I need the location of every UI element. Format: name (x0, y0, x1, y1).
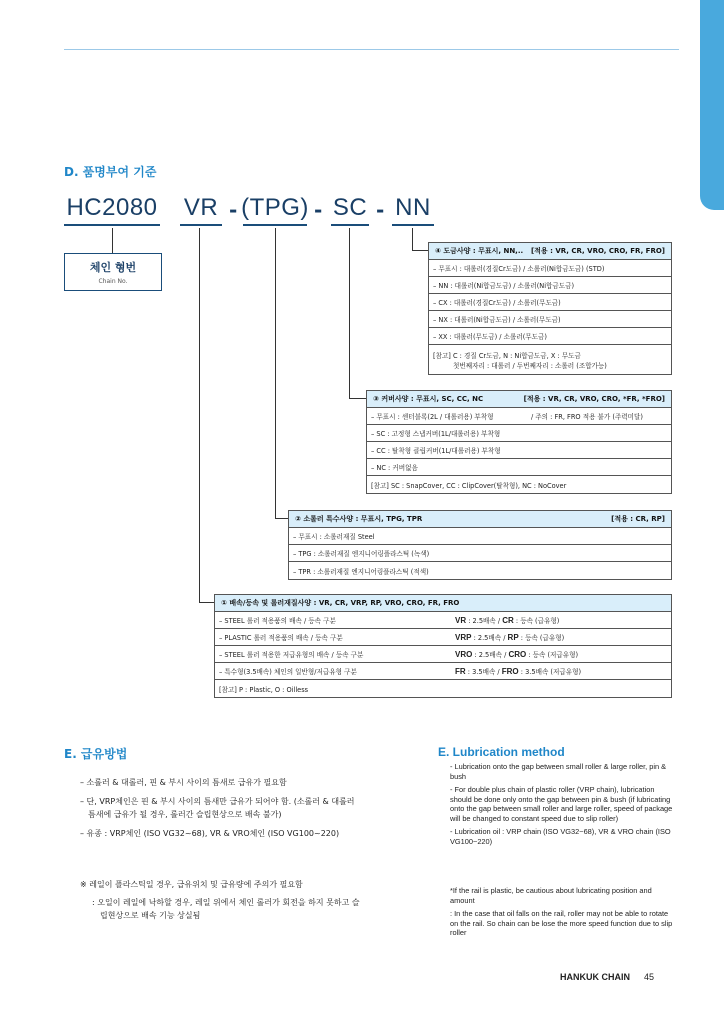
table-row: – XX : 대롤러(무도금) / 소롤러(무도금) (429, 328, 671, 345)
small-roller-title: ② 소롤러 특수사양 : 무표시, TPG, TPR (295, 515, 423, 523)
cover-title: ③ 커버사양 : 무표시, SC, CC, NC (373, 395, 484, 403)
speed-desc: – 특수형(3.5배속) 체인의 일반형/저급유형 구분 (219, 668, 357, 676)
cover-header (367, 391, 671, 408)
part-segment-speed: VR (180, 192, 222, 226)
table-row: – NC : 커버없음 (367, 459, 671, 476)
part-separator: - (376, 198, 385, 222)
footer-brand: HANKUK CHAIN (560, 972, 630, 982)
part-segment-small-roller: (TPG) (243, 192, 307, 226)
connector-line (412, 228, 413, 251)
part-segment-chain-no: HC2080 (64, 192, 160, 226)
speed-code: CRO (508, 650, 527, 659)
section-e-en-title: E. Lubrication method (438, 745, 565, 759)
speed-value: : 등속 (저급유형) (528, 651, 579, 659)
list-item: – 단, VRP체인은 핀 & 부시 사이의 틈새만 급유가 되어야 함. (소롤러 & 대롤러 (80, 797, 355, 806)
cover-row-caution: / 주의 : FR, FRO 적용 불가 (주력미달) (531, 413, 643, 421)
table-row (367, 408, 671, 425)
cover-note: [참고] SC : SnapCover, CC : ClipCover(탈착형), NC : NoCover (371, 481, 567, 490)
list-item: – 소롤러 & 대롤러, 핀 & 부시 사이의 틈새로 급유가 필요함 (80, 778, 287, 787)
plating-title: ④ 도금사양 : 무표시, NN,.. (435, 247, 524, 255)
speed-code: VRO (455, 650, 473, 659)
connector-line (349, 398, 366, 399)
table-row: – 무표시 : 소롤러재질 Steel (289, 528, 671, 545)
speed-value: : 2.5배속 / (468, 617, 501, 625)
table-row (215, 612, 671, 629)
cover-row-text: – 무표시 : 센터블록(2L / 대롤러용) 부착형 (371, 413, 494, 421)
speed-desc: – PLASTIC 롤러 적용품의 배속 / 등속 구분 (219, 634, 343, 642)
table-row (215, 646, 671, 663)
caution-line: : 오일이 레일에 낙하할 경우, 레일 위에서 체인 롤러가 회전을 하지 못하고 슬 (92, 898, 360, 907)
table-row (215, 629, 671, 646)
list-item: - Lubrication onto the gap between small roller & large roller, pin & bush (450, 762, 667, 781)
section-e-en-caution (450, 886, 676, 938)
speed-note: [참고] P : Plastic, O : Oilless (219, 685, 309, 694)
speed-code: FRO (501, 667, 519, 676)
caution-line: *If the rail is plastic, be cautious about lubricating position and amount (450, 886, 652, 905)
speed-code: RP (507, 633, 519, 642)
speed-code: VR (455, 616, 467, 625)
speed-value: : 3.5배속 (저급유형) (520, 668, 582, 676)
connector-line (199, 602, 214, 603)
table-row: – TPR : 소롤러재질 엔지니어링플라스틱 (적색) (293, 567, 429, 576)
caution-line: 립현상으로 배속 기능 상실됨 (100, 911, 201, 920)
chain-no-label: 체인 형번 (89, 261, 137, 274)
part-segment-cover: SC (331, 192, 369, 226)
speed-header (215, 595, 671, 612)
speed-table (214, 594, 672, 698)
part-separator: - (229, 198, 238, 222)
speed-value: : 2.5배속 / (474, 651, 507, 659)
cover-applies: [적용 : VR, CR, VRO, CRO, *FR, *FRO] (523, 395, 665, 403)
speed-desc: – STEEL 롤러 적용한 저급유형의 배속 / 등속 구분 (219, 651, 364, 659)
small-roller-table (288, 510, 672, 580)
section-e-ko-caution (80, 878, 360, 922)
table-row (215, 663, 671, 680)
caution-line: : In the case that oil falls on the rail, roller may not be able to rotate on the rail. So chain can be lose the more speed function due to slip roller (450, 909, 673, 937)
cover-table (366, 390, 672, 494)
table-row: – NN : 대롤러(Ni합금도금) / 소롤러(Ni합금도금) (429, 277, 671, 294)
speed-code: CR (502, 616, 514, 625)
table-row: – CC : 탈착형 클립커버(1L/대롤러용) 부착형 (367, 442, 671, 459)
note-line: 첫번째자리 : 대롤러 / 두번째자리 : 소롤러 (조합가능) (453, 361, 607, 370)
list-item: - For double plus chain of plastic roller (VRP chain), lubrication should be done only onto the gap between pin & bush (if lubricating onto the gap between small roller and large roller, speed of package will be changed to constant speed due to slip roller) (450, 785, 673, 823)
small-roller-applies: [적용 : CR, RP] (611, 515, 665, 523)
section-d-title: D. 품명부여 기준 (64, 165, 157, 179)
speed-code: FR (455, 667, 466, 676)
table-row: – CX : 대롤러(경질Cr도금) / 소롤러(무도금) (429, 294, 671, 311)
small-roller-header (289, 511, 671, 528)
connector-line (349, 228, 350, 399)
connector-line (275, 518, 288, 519)
list-item: - Lubrication oil : VRP chain (ISO VG32~68), VR & VRO chain (ISO VG100~220) (450, 827, 671, 846)
speed-code: VRP (455, 633, 472, 642)
page-footer (560, 972, 654, 982)
chapter-side-tab (700, 0, 724, 210)
list-item: 틈새에 급유가 될 경우, 롤러간 슬립현상으로 배속 불가) (88, 810, 282, 819)
part-separator: - (314, 198, 323, 222)
table-row: – SC : 고정형 스냅커버(1L/대롤러용) 부착형 (367, 425, 671, 442)
speed-value: : 등속 (급유형) (520, 634, 565, 642)
plating-table (428, 242, 672, 375)
speed-value: : 등속 (급유형) (515, 617, 560, 625)
chain-no-label-en: Chain No. (98, 278, 128, 285)
plating-header (429, 243, 671, 260)
part-segment-plating: NN (392, 192, 434, 226)
page-number: 45 (644, 972, 655, 982)
speed-value: : 3.5배속 / (467, 668, 500, 676)
table-row: – 무표시 : 대롤러(경질Cr도금) / 소롤러(Ni합금도금) (STD) (429, 260, 671, 277)
list-item: – 유종 : VRP체인 (ISO VG32~68), VR & VRO체인 (ISO VG100~220) (80, 829, 340, 838)
speed-value: : 2.5배속 / (473, 634, 506, 642)
header-rule (64, 49, 679, 50)
table-row: – NX : 대롤러(Ni합금도금) / 소롤러(무도금) (429, 311, 671, 328)
section-e-en-list (450, 762, 676, 846)
connector-line (112, 228, 113, 253)
speed-title: ① 배속/등속 및 롤러재질사양 : VR, CR, VRP, RP, VRO, CRO, FR, FRO (221, 599, 460, 607)
plating-note (429, 345, 671, 374)
section-e-ko-list (80, 776, 355, 840)
caution-line: ※ 레일이 플라스틱일 경우, 급유위치 및 급유량에 주의가 필요함 (80, 880, 303, 889)
connector-line (199, 228, 200, 603)
section-e-ko-title: E. 급유방법 (64, 747, 128, 761)
connector-line (275, 228, 276, 519)
chain-no-box (64, 253, 162, 291)
note-line: [참고] C : 경질 Cr도금, N : Ni합금도금, X : 무도금 (433, 351, 581, 360)
plating-applies: [적용 : VR, CR, VRO, CRO, FR, FRO] (530, 247, 665, 255)
connector-line (412, 250, 428, 251)
table-row: – TPG : 소롤러재질 엔지니어링플라스틱 (녹색) (289, 545, 671, 562)
speed-desc: – STEEL 롤러 적용품의 배속 / 등속 구분 (219, 617, 336, 625)
